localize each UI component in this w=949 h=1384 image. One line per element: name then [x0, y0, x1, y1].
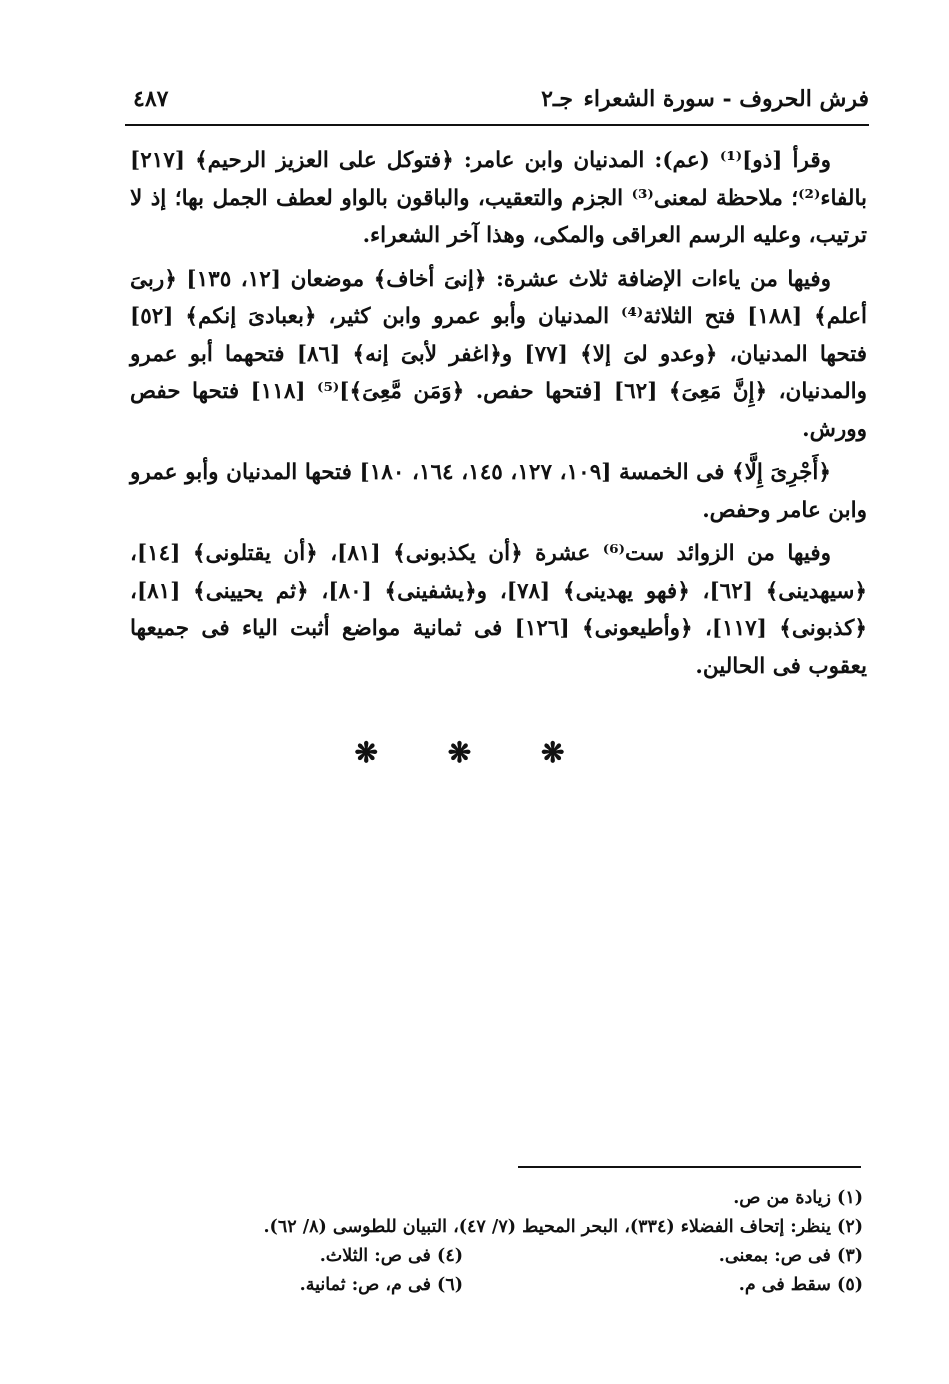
- footnote-2: (٢) ينظر: إتحاف الفضلاء (٣٣٤)، البحر المحيط (٧/ ٤٧)، التبيان للطوسى (٨/ ٦٢).: [263, 1217, 863, 1237]
- footnote-row: [200, 1271, 863, 1300]
- header-rule: [125, 124, 869, 126]
- footnote-3: (٣) فى ص: بمعنى.: [718, 1246, 863, 1266]
- footnote-row: [200, 1213, 863, 1242]
- main-text: [130, 142, 867, 685]
- footnote-rule: [518, 1166, 861, 1168]
- footnote-5: (٥) سقط فى م.: [738, 1275, 863, 1295]
- page-number: ٤٨٧: [133, 86, 169, 112]
- section-separator: ❋ ❋ ❋: [354, 736, 595, 769]
- footnote-row: [200, 1242, 863, 1271]
- running-header: [125, 82, 869, 116]
- paragraph-1: وقرأ [ذو]⁽¹⁾ (عم): المدنيان وابن عامر: ﴿فتوكل على العزيز الرحيم﴾ [٢١٧] بالفاء⁽²⁾؛ ملاحظة لمعنى⁽³⁾ الجزم والتعقيب، والباقون بالواو لعطف الجمل بها؛ إذ لا ترتيب، وعليه الرسم العراقى والمكى، وهذا آخر الشعراء.: [130, 148, 867, 248]
- footnotes: [200, 1184, 863, 1300]
- paragraph-2: وفيها من ياءات الإضافة ثلاث عشرة: ﴿إنىَ أخاف﴾ موضعان [١٢، ١٣٥] ﴿ربىَ أعلم﴾ [١٨٨] فتح الثلاثة⁽⁴⁾ المدنيان وأبو عمرو وابن كثير، ﴿بعبادىَ إنكم﴾ [٥٢] فتحها المدنيان، ﴿وعدو لىَ إلا﴾ [٧٧] و﴿اغفر لأبىَ إنه﴾ [٨٦] فتحهما أبو عمرو والمدنيان، ﴿إِنَّ مَعِىَ﴾ [٦٢] [فتحها حفص. ﴿وَمَن مَّعِىَ﴾]⁽⁵⁾ [١١٨] فتحها حفص وورش.: [130, 266, 868, 442]
- paragraph-3: ﴿أَجْرِىَ إِلَّا﴾ فى الخمسة [١٠٩، ١٢٧، ١٤٥، ١٦٤، ١٨٠] فتحها المدنيان وأبو عمرو وابن عامر وحفص.: [130, 460, 867, 523]
- footnote-6: (٦) فى م، ص: ثمانية.: [299, 1275, 463, 1295]
- footnote-4: (٤) فى ص: الثلاث.: [319, 1246, 463, 1266]
- footnote-row: [200, 1184, 863, 1213]
- footnote-1: (١) زيادة من ص.: [733, 1188, 863, 1208]
- header-title: فرش الحروف - سورة الشعراء: [583, 86, 869, 112]
- paragraph-4: وفيها من الزوائد ست⁽⁶⁾ عشرة ﴿أن يكذبونى﴾ [٨١]، ﴿أن يقتلونى﴾ [١٤]، ﴿سيهدينى﴾ [٦٢]، ﴿فهو يهدينى﴾ [٧٨]، و﴿يشفينى﴾ [٨٠]، ﴿ثم يحيينى﴾ [٨١]، ﴿كذبونى﴾ [١١٧]، ﴿وأطيعونى﴾ [١٢٦] فى ثمانية مواضع أثبت الياء فى جميعها يعقوب فى الحالين.: [130, 541, 867, 679]
- header-volume: جـ٢: [541, 86, 573, 112]
